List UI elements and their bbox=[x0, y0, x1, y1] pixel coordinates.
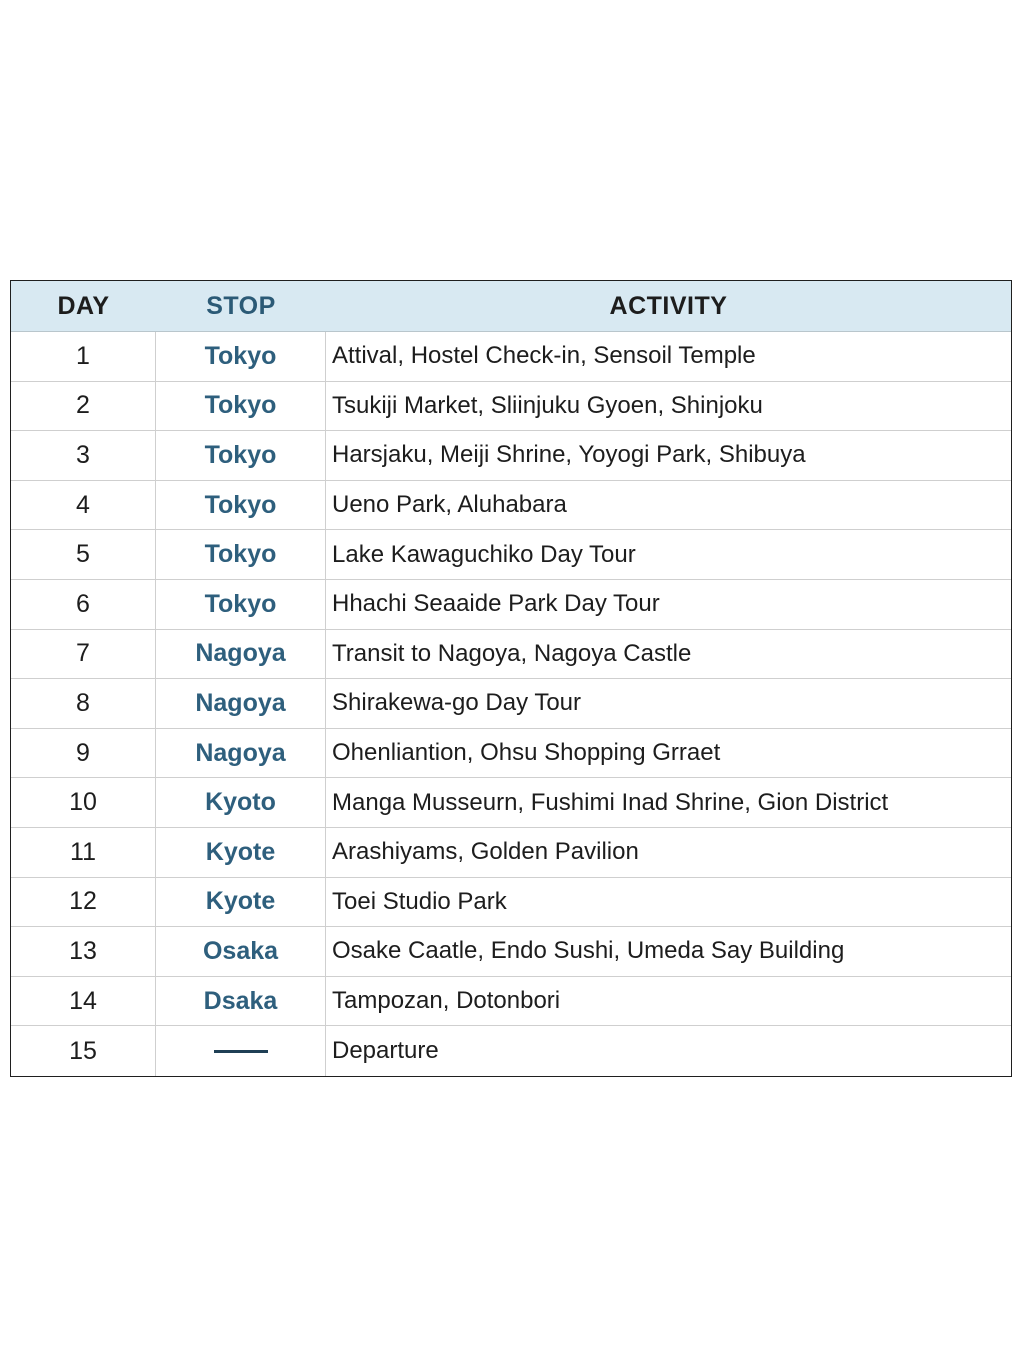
activity-cell bbox=[326, 530, 1011, 579]
stop-name: Kyote bbox=[205, 837, 276, 866]
table-row bbox=[11, 778, 1011, 828]
stop-name: Nagoya bbox=[195, 688, 286, 717]
stop-cell bbox=[156, 580, 326, 629]
day-number: 7 bbox=[76, 639, 90, 668]
day-cell bbox=[11, 977, 156, 1026]
activity-text: Lake Kawaguchiko Day Tour bbox=[332, 540, 636, 568]
table-row bbox=[11, 382, 1011, 432]
activity-cell bbox=[326, 977, 1011, 1026]
day-cell bbox=[11, 431, 156, 480]
stop-name: Osaka bbox=[202, 936, 279, 965]
header-activity: ACTIVITY bbox=[609, 291, 728, 320]
day-cell bbox=[11, 927, 156, 976]
stop-name: Nagoya bbox=[195, 738, 286, 767]
day-cell bbox=[11, 1026, 156, 1076]
stop-cell bbox=[156, 1026, 326, 1076]
table-row bbox=[11, 580, 1011, 630]
day-cell bbox=[11, 729, 156, 778]
activity-cell bbox=[326, 679, 1011, 728]
day-number: 13 bbox=[69, 936, 97, 965]
itinerary-table bbox=[10, 280, 1012, 1077]
table-row bbox=[11, 679, 1011, 729]
header-day: DAY bbox=[57, 291, 110, 320]
day-number: 4 bbox=[76, 490, 90, 519]
day-number: 15 bbox=[69, 1036, 97, 1065]
day-number: 6 bbox=[76, 589, 90, 618]
day-number: 1 bbox=[76, 341, 90, 370]
day-number: 12 bbox=[69, 887, 97, 916]
header-day-cell bbox=[11, 281, 156, 331]
day-cell bbox=[11, 481, 156, 530]
day-cell bbox=[11, 332, 156, 381]
stop-cell bbox=[156, 332, 326, 381]
activity-text: Transit to Nagoya, Nagoya Castle bbox=[332, 639, 692, 667]
activity-cell bbox=[326, 630, 1011, 679]
activity-text: Hhachi Seaaide Park Day Tour bbox=[332, 590, 660, 618]
activity-text: Attival, Hostel Check-in, Sensoil Temple bbox=[332, 342, 756, 370]
day-number: 5 bbox=[76, 540, 90, 569]
activity-text: Arashiyams, Golden Pavilion bbox=[332, 838, 639, 866]
activity-text: Tsukiji Market, Sliinjuku Gyoen, Shinjoku bbox=[332, 391, 763, 419]
activity-text: Harsjaku, Meiji Shrine, Yoyogi Park, Shibuya bbox=[332, 441, 806, 469]
day-cell bbox=[11, 382, 156, 431]
no-stop-dash bbox=[214, 1050, 268, 1053]
activity-cell bbox=[326, 382, 1011, 431]
stop-cell bbox=[156, 778, 326, 827]
activity-cell bbox=[326, 927, 1011, 976]
stop-cell bbox=[156, 828, 326, 877]
activity-text: Manga Musseurn, Fushimi Inad Shrine, Gion District bbox=[332, 788, 889, 816]
stop-cell bbox=[156, 977, 326, 1026]
activity-cell bbox=[326, 828, 1011, 877]
day-cell bbox=[11, 778, 156, 827]
stop-name: Tokyo bbox=[204, 589, 277, 618]
activity-text: Osake Caatle, Endo Sushi, Umeda Say Building bbox=[332, 937, 845, 965]
day-cell bbox=[11, 679, 156, 728]
table-row bbox=[11, 481, 1011, 531]
stop-name: Dsaka bbox=[203, 986, 278, 1015]
table-header bbox=[11, 281, 1011, 332]
day-cell bbox=[11, 828, 156, 877]
activity-text: Toei Studio Park bbox=[332, 887, 507, 915]
stop-cell bbox=[156, 878, 326, 927]
day-cell bbox=[11, 580, 156, 629]
activity-text: Tampozan, Dotonbori bbox=[332, 987, 561, 1015]
stop-cell bbox=[156, 382, 326, 431]
activity-cell bbox=[326, 481, 1011, 530]
day-number: 9 bbox=[76, 738, 90, 767]
activity-text: Shirakewa-go Day Tour bbox=[332, 689, 582, 717]
activity-cell bbox=[326, 778, 1011, 827]
stop-name: Kyote bbox=[205, 887, 276, 916]
stop-name: Tokyo bbox=[204, 391, 277, 420]
activity-cell bbox=[326, 332, 1011, 381]
activity-text: Ueno Park, Aluhabara bbox=[332, 491, 567, 519]
day-cell bbox=[11, 630, 156, 679]
header-stop-cell bbox=[156, 281, 326, 331]
activity-cell bbox=[326, 431, 1011, 480]
stop-name: Kyoto bbox=[205, 788, 276, 817]
activity-cell bbox=[326, 878, 1011, 927]
stop-name: Tokyo bbox=[204, 540, 277, 569]
day-cell bbox=[11, 530, 156, 579]
activity-cell bbox=[326, 729, 1011, 778]
stop-cell bbox=[156, 729, 326, 778]
table-row bbox=[11, 927, 1011, 977]
table-row bbox=[11, 729, 1011, 779]
day-number: 14 bbox=[69, 986, 97, 1015]
table-row bbox=[11, 878, 1011, 928]
activity-text: Departure bbox=[332, 1037, 439, 1065]
table-row bbox=[11, 977, 1011, 1027]
activity-cell bbox=[326, 580, 1011, 629]
activity-cell bbox=[326, 1026, 1011, 1076]
header-stop: STOP bbox=[206, 291, 276, 320]
table-row bbox=[11, 431, 1011, 481]
table-row bbox=[11, 530, 1011, 580]
day-number: 10 bbox=[69, 788, 97, 817]
stop-name: Tokyo bbox=[204, 490, 277, 519]
day-number: 11 bbox=[70, 837, 96, 866]
stop-cell bbox=[156, 530, 326, 579]
stop-cell bbox=[156, 927, 326, 976]
table-row bbox=[11, 1026, 1011, 1076]
stop-cell bbox=[156, 431, 326, 480]
stop-cell bbox=[156, 679, 326, 728]
day-number: 8 bbox=[76, 688, 90, 717]
header-activity-cell bbox=[326, 281, 1011, 331]
day-number: 3 bbox=[76, 440, 90, 469]
stop-name: Tokyo bbox=[204, 440, 277, 469]
day-number: 2 bbox=[76, 391, 90, 420]
stop-cell bbox=[156, 630, 326, 679]
stop-cell bbox=[156, 481, 326, 530]
table-row bbox=[11, 828, 1011, 878]
stop-name: Tokyo bbox=[204, 341, 277, 370]
table-row bbox=[11, 630, 1011, 680]
table-row bbox=[11, 332, 1011, 382]
stop-name: Nagoya bbox=[195, 639, 286, 668]
activity-text: Ohenliantion, Ohsu Shopping Grraet bbox=[332, 739, 721, 767]
day-cell bbox=[11, 878, 156, 927]
